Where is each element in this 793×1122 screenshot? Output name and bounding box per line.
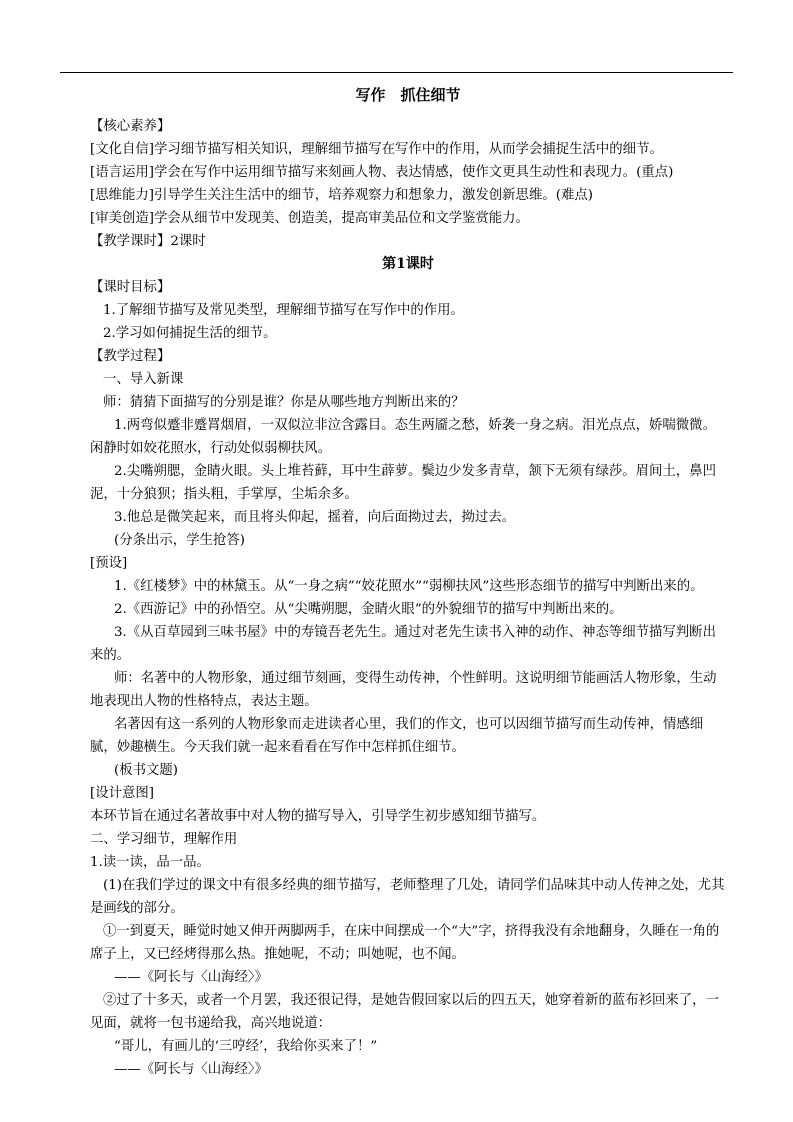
example-source: ——《阿长与〈山海经〉》 (114, 1062, 268, 1077)
section-heading-intro: 一、导入新课 (103, 372, 184, 387)
board-note: (板书文题) (114, 763, 179, 778)
description-item: 3.他总是微笑起来，而且将头仰起，摇着，向后面拗过去，拗过去。 (114, 510, 516, 525)
preset-item: 1.《红楼梦》中的林黛玉。从“一身之病”“姣花照水”“弱柳扶风”这些形态细节的描写中判断出来的。 (114, 579, 704, 594)
teaching-hours: 【教学课时】2课时 (90, 234, 206, 249)
instruction-note: (分条出示，学生抢答) (114, 533, 245, 548)
header-rule (60, 72, 733, 73)
session-title: 第1课时 (382, 256, 434, 272)
step-intro: (1)在我们学过的课文中有很多经典的细节描写，老师整理了几处，请同学们品味其中动人传神之处，尤其是画线的部分。 (90, 878, 725, 916)
example-passage: ②过了十多天，或者一个月罢，我还很记得，是她告假回家以后的四五天，她穿着新的蓝布衫回来了，一见面，就将一包书递给我，高兴地说道： (90, 993, 719, 1031)
core-heading: 【核心素养】 (90, 119, 171, 134)
example-quote: “哥儿，有画儿的‘三哼经’，我给你买来了！” (114, 1039, 378, 1054)
section-heading-learn: 二、学习细节，理解作用 (90, 832, 238, 847)
example-source: ——《阿长与〈山海经〉》 (114, 970, 268, 985)
goals-heading: 【课时目标】 (90, 280, 171, 295)
goal-item: 1.了解细节描写及常见类型，理解细节描写在写作中的作用。 (103, 303, 464, 318)
page-title: 写作 抓住细节 (355, 86, 461, 104)
teacher-summary: 名著因有这一系列的人物形象而走进读者心里，我们的作文，也可以因细节描写而生动传神，情感细腻，妙趣横生。今天我们就一起来看看在写作中怎样抓住细节。 (90, 717, 704, 755)
teacher-question: 师：猜猜下面描写的分别是谁？你是从哪些地方判断出来的？ (103, 395, 465, 410)
teacher-summary: 师：名著中的人物形象，通过细节刻画，变得生动传神，个性鲜明。这说明细节能画活人物形象，生动地表现出人物的性格特点，表达主题。 (90, 671, 717, 709)
preset-item: 3.《从百草园到三味书屋》中的寿镜吾老先生。通过对老先生读书入神的动作、神态等细节描写判断出来的。 (90, 625, 716, 663)
process-heading: 【教学过程】 (90, 349, 171, 364)
core-item-language: [语言运用]学会在写作中运用细节描写来刻画人物、表达情感，使作文更具生动性和表现力。(重点) (90, 165, 674, 180)
document-body (90, 84, 726, 1081)
design-label: [设计意图] (90, 786, 155, 801)
description-item: 1.两弯似蹙非蹙罥烟眉，一双似泣非泣含露目。态生两靥之愁，娇袭一身之病。泪光点点，娇喘微微。闲静时如姣花照水，行动处似弱柳扶风。 (90, 418, 716, 456)
goal-item: 2.学习如何捕捉生活的细节。 (103, 326, 277, 341)
core-item-aesthetic: [审美创造]学会从细节中发现美、创造美，提高审美品位和文学鉴赏能力。 (90, 211, 529, 226)
core-item-culture: [文化自信]学习细节描写相关知识，理解细节描写在写作中的作用，从而学会捕捉生活中的细节。 (90, 142, 663, 157)
core-item-thinking: [思维能力]引导学生关注生活中的细节，培养观察力和想象力，激发创新思维。(难点) (90, 188, 593, 203)
example-passage: ①一到夏天，睡觉时她又伸开两脚两手，在床中间摆成一个“大”字，挤得我没有余地翻身，久睡在一角的席子上，又已经烤得那么热。推她呢，不动；叫她呢，也不闻。 (90, 924, 720, 962)
description-item: 2.尖嘴朔腮，金睛火眼。头上堆苔藓，耳中生薜萝。鬓边少发多青草，颔下无须有绿莎。眉间土，鼻凹泥，十分狼狈；指头粗，手掌厚，尘垢余多。 (90, 464, 716, 502)
preset-label: [预设] (90, 556, 128, 571)
design-text: 本环节旨在通过名著故事中对人物的描写导入，引导学生初步感知细节描写。 (90, 809, 546, 824)
preset-item: 2.《西游记》中的孙悟空。从“尖嘴朔腮，金睛火眼”的外貌细节的描写中判断出来的。 (114, 602, 623, 617)
step-heading: 1.读一读，品一品。 (90, 855, 210, 870)
